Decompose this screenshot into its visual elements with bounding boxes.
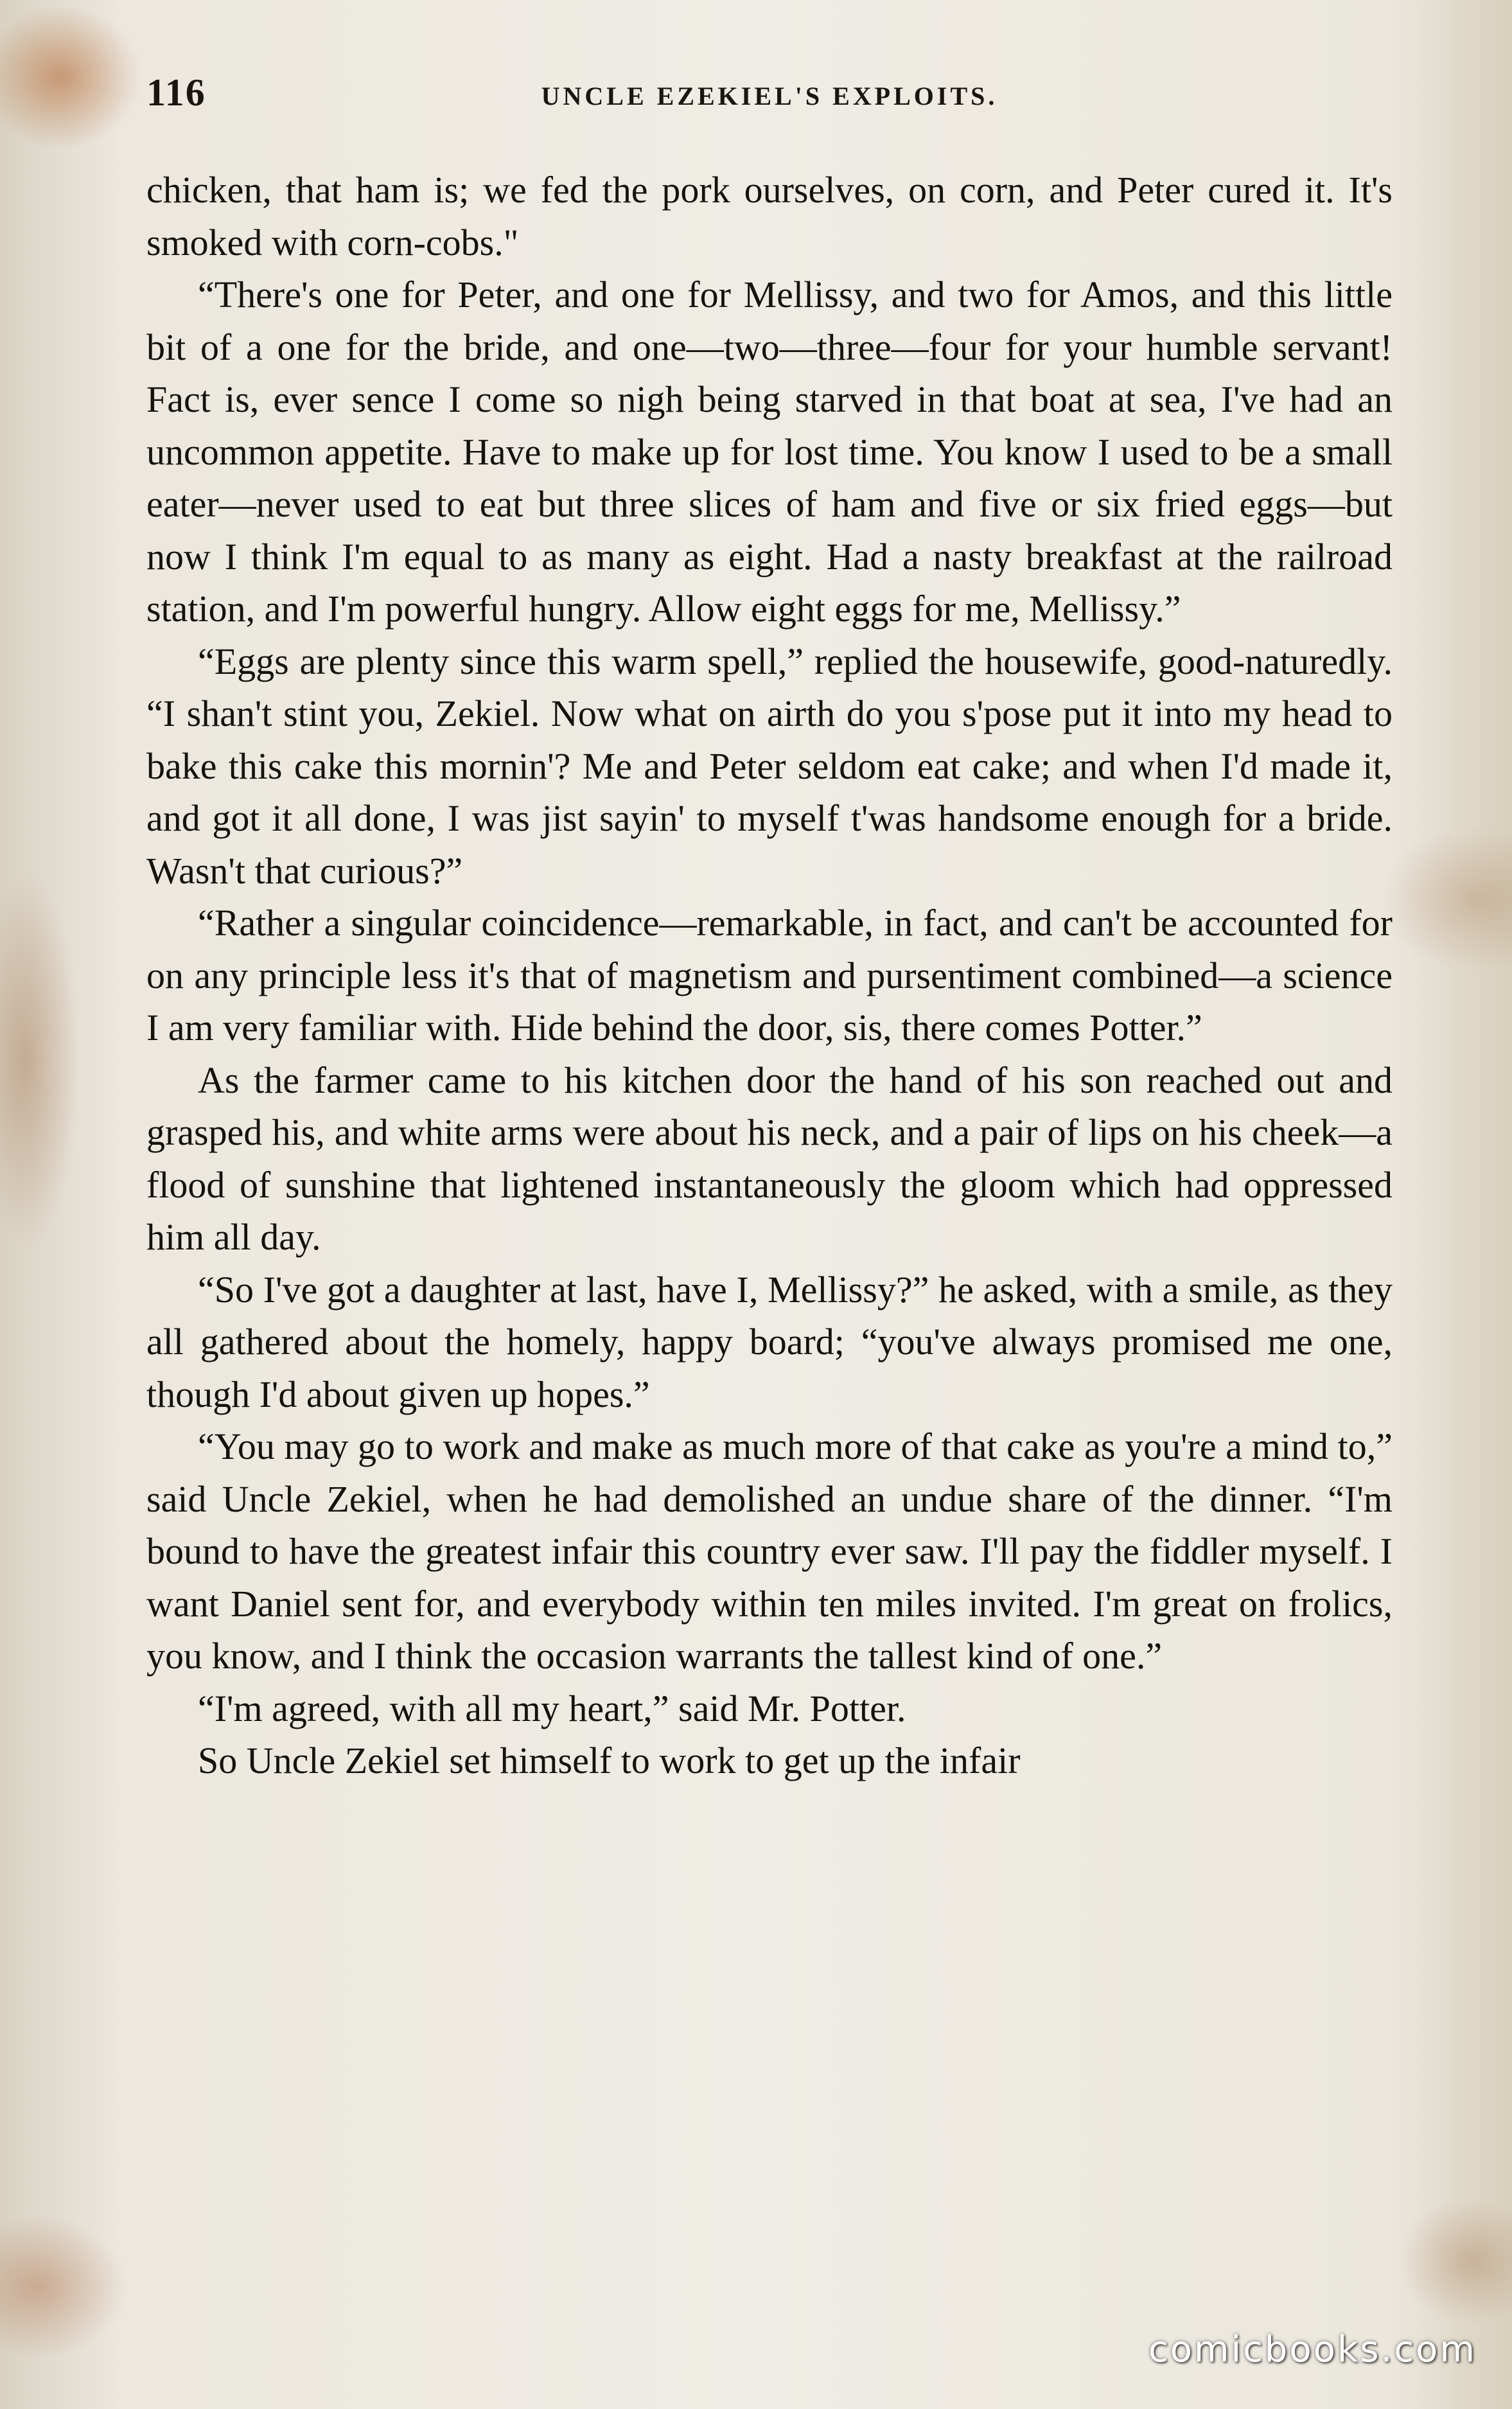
paragraph-6: “So I've got a daughter at last, have I, Mellissy?” he asked, with a smile, as they all gathered about the homely, happy board; “you've always promised me one, though I'd about given up hopes.”	[146, 1268, 1393, 1415]
paragraph-3: “Eggs are plenty since this warm spell,” replied the housewife, good-naturedly. “I shan't stint you, Zekiel. Now what on airth do you s'pose put it into my head to bake this cake this mornin'? Me and Peter seldom eat cake; and when I'd made it, and got it all done, I was jist sayin' to myself t'was handsome enough for a bride. Wasn't that curious?”	[146, 640, 1393, 892]
paragraph-7: “You may go to work and make as much more of that cake as you're a mind to,” said Uncle Zekiel, when he had demolished an undue share of the dinner. “I'm bound to have the greatest infair this country ever saw. I'll pay the fiddler myself. I want Daniel sent for, and everybody within ten miles invited. I'm great on frolics, you know, and I think the occasion warrants the tallest kind of one.”	[146, 1425, 1393, 1677]
watermark: comicbooks.com	[1148, 2329, 1477, 2370]
paragraph-1: chicken, that ham is; we fed the pork ourselves, on corn, and Peter cured it. It's smoked with corn-cobs."	[146, 169, 1393, 263]
book-title: UNCLE EZEKIEL'S EXPLOITS.	[541, 82, 998, 110]
paragraph-9: So Uncle Zekiel set himself to work to get up the infair	[198, 1740, 1021, 1781]
paragraph-5: As the farmer came to his kitchen door the hand of his son reached out and grasped his, and white arms were about his neck, and a pair of lips on his cheek—a flood of sunshine that lightened instantaneously the gloom which had oppressed him all day.	[146, 1059, 1393, 1258]
paragraph-4: “Rather a singular coincidence—remarkable, in fact, and can't be accounted for on any principle less it's that of magnetism and pursentiment combined—a science I am very familiar with. Hide behind the door, sis, there comes Potter.”	[146, 902, 1393, 1048]
paragraph-2: “There's one for Peter, and one for Mellissy, and two for Amos, and this little bit of a one for the bride, and one—two—three—four for your humble servant! Fact is, ever sence I come so nigh being starved in that boat at sea, I've had an uncommon appetite. Have to make up for lost time. You know I used to be a small eater—never used to eat but three slices of ham and five or six fried eggs—but now I think I'm equal to as many as eight. Had a nasty breakfast at the railroad station, and I'm powerful hungry. Allow eight eggs for me, Mellissy.”	[146, 274, 1393, 630]
page-number: 116	[146, 71, 206, 114]
running-head	[146, 71, 1393, 128]
body-text	[146, 164, 1393, 1787]
paragraph-8: “I'm agreed, with all my heart,” said Mr. Potter.	[198, 1687, 906, 1729]
